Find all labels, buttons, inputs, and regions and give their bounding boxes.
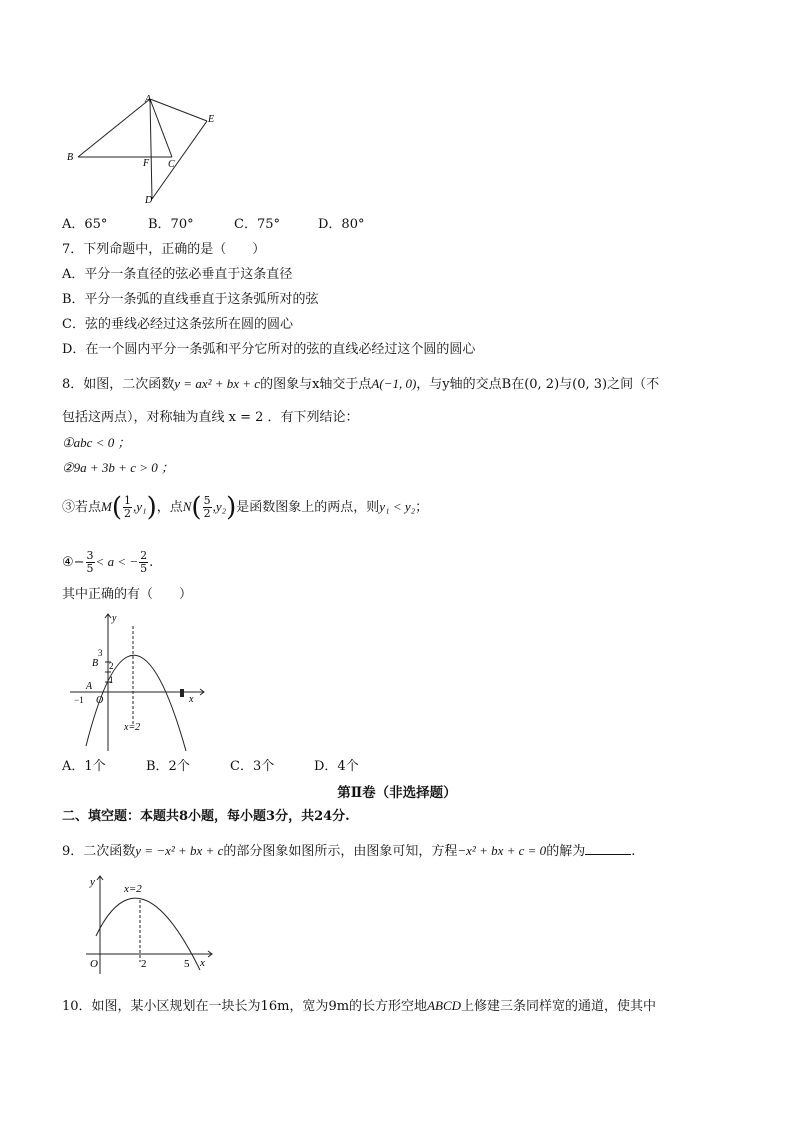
q8-c4-mid: < a < −	[95, 554, 139, 569]
q8-stem-a: 8．如图，二次函数	[62, 377, 175, 392]
q8-c3-n-frac: $\frac{5}{2}$	[203, 494, 211, 520]
q9-stem	[62, 842, 635, 861]
q10-d: 上修建三条同样宽的通道，使其中	[461, 999, 657, 1014]
q8-c3-c: 是函数图象上的两点，则	[236, 500, 380, 515]
label-D: D	[145, 195, 153, 206]
q8-c4-frac1: $\frac{3}{5}$	[86, 549, 94, 575]
y-label: y	[90, 876, 95, 888]
q8-stem-d: 与	[559, 377, 573, 392]
point-a-label: A	[86, 681, 93, 692]
q8-c3-ny: y₂	[215, 499, 227, 514]
q8-c3-my: y₁	[136, 499, 147, 514]
label-A: A	[145, 94, 152, 105]
segment-AD	[150, 99, 152, 199]
q9-c: 的解为	[546, 844, 586, 859]
q8-c4-end: .	[149, 555, 154, 570]
q8-c3-m: M	[101, 499, 112, 514]
segment-ED	[152, 121, 207, 199]
q10-a: 10．如图，某小区规划在一块长为	[62, 999, 261, 1014]
q8-function: y = ax² + bx + c	[174, 376, 261, 391]
q10-stem	[62, 997, 656, 1016]
label-B: B	[67, 152, 74, 163]
symmetry-axis-label: x=2	[124, 883, 142, 895]
tick-2-label: 2	[109, 661, 114, 671]
q8-parabola-figure	[62, 606, 212, 756]
q10-length: 16m	[260, 999, 290, 1014]
label-F: F	[143, 158, 150, 169]
tick-2-label: 2	[141, 958, 147, 970]
origin-label: O	[90, 958, 98, 970]
q8-point-a: A(−1, 0)	[371, 376, 417, 391]
segment-BA	[78, 99, 150, 157]
q9-equation: −x² + bx + c = 0	[457, 843, 547, 858]
q8-c3-n: N	[182, 499, 192, 514]
label-E: E	[208, 114, 215, 125]
q9-a: 9．二次函数	[62, 844, 136, 859]
q8-c3-rel: y₁ < y₂	[379, 499, 416, 514]
q9-function: y = −x² + bx + c	[135, 843, 224, 858]
tick-1-label: 1	[109, 675, 114, 685]
q8-c3-b: ，点	[156, 500, 183, 515]
q8-conclusion-3: ③若点M( $\frac{1}{2}$ ,y₁)，点N( $\frac{5}{2}$ ,y₂)是函数图象上的两点，则y₁ < y₂；	[62, 492, 429, 523]
x-label: x	[200, 957, 205, 969]
q8-question: 其中正确的有（ ）	[62, 587, 193, 602]
q8-conclusion-4	[62, 550, 153, 575]
q9-parabola-figure	[82, 870, 222, 980]
q8-stem-b: 的图象与x轴交于点	[260, 377, 372, 392]
q8-options	[62, 758, 359, 776]
tick-3-label: 3	[98, 648, 103, 658]
q6-option-c: C．75°	[234, 217, 280, 232]
q8-c3-a: ③若点	[62, 500, 102, 515]
point-b-label: B	[92, 658, 99, 669]
q8-stem-c: ，与y轴的交点B在	[416, 377, 525, 392]
q10-b: ，宽为	[289, 999, 329, 1014]
q8-c3-m-frac: $\frac{1}{2}$	[124, 494, 132, 520]
label-C: C	[168, 159, 175, 170]
part2-title: 第Ⅱ卷（非选择题）	[337, 785, 457, 801]
segment-AC	[150, 99, 172, 157]
q6-geometry-figure	[62, 92, 227, 210]
q8-conclusion-1: ①abc < 0 ；	[62, 435, 131, 450]
q8-option-b: B．2个	[146, 759, 190, 774]
q7-option-b: B．平分一条弧的直线垂直于这条弧所对的弦	[62, 292, 319, 307]
origin-label: O	[96, 695, 104, 706]
q9-answer-blank[interactable]	[585, 842, 631, 855]
q8-c4-a: ④−	[62, 555, 85, 570]
q6-options	[62, 216, 364, 234]
q7-option-d: D．在一个圆内平分一条弧和平分它所对的弦的直线必经过这个圆的圆心	[62, 342, 476, 357]
q9-b: 的部分图象如图所示，由图象可知，方程	[223, 844, 458, 859]
x-label: x	[189, 694, 194, 705]
q10-width: 9m	[328, 999, 350, 1014]
tick-minus1-label: −1	[74, 695, 84, 705]
q8-stem-line2: 包括这两点），对称轴为直线 x = 2 ．有下列结论：	[62, 410, 359, 425]
q8-c4-frac2: $\frac{2}{5}$	[140, 549, 148, 575]
q8-stem-e: 之间（不	[607, 377, 660, 392]
symmetry-axis-label: x=2	[124, 722, 141, 733]
q8-conclusion-2: ②9a + 3b + c > 0 ；	[62, 460, 174, 475]
q7-stem: 7．下列命题中，正确的是（ ）	[62, 242, 266, 257]
q6-option-d: D．80°	[318, 217, 365, 232]
q8-option-a: A．1个	[62, 759, 106, 774]
q8-c3-end: ；	[415, 500, 429, 515]
segment-AE	[150, 99, 207, 121]
q8-point-p2: (0, 3)	[572, 377, 608, 392]
q8-point-p1: (0, 2)	[524, 377, 560, 392]
q10-c: 的长方形空地	[349, 999, 428, 1014]
q7-option-a: A．平分一条直径的弦必垂直于这条直径	[62, 267, 293, 282]
y-label: y	[112, 613, 117, 624]
q10-abcd: ABCD	[427, 998, 462, 1013]
section2-heading: 二、填空题：本题共8小题，每小题3分，共24分.	[62, 809, 350, 824]
q6-option-a: A．65°	[62, 217, 108, 232]
q8-option-c: C．3个	[230, 759, 275, 774]
q6-option-b: B．70°	[148, 217, 194, 232]
q8-stem-line1	[62, 375, 659, 394]
tick-5-label: 5	[184, 958, 190, 970]
q7-option-c: C．弦的垂线必经过这条弦所在圆的圆心	[62, 317, 293, 332]
q8-option-d: D．4个	[314, 759, 359, 774]
intersection-mark	[180, 689, 184, 697]
q9-end: .	[631, 844, 636, 859]
